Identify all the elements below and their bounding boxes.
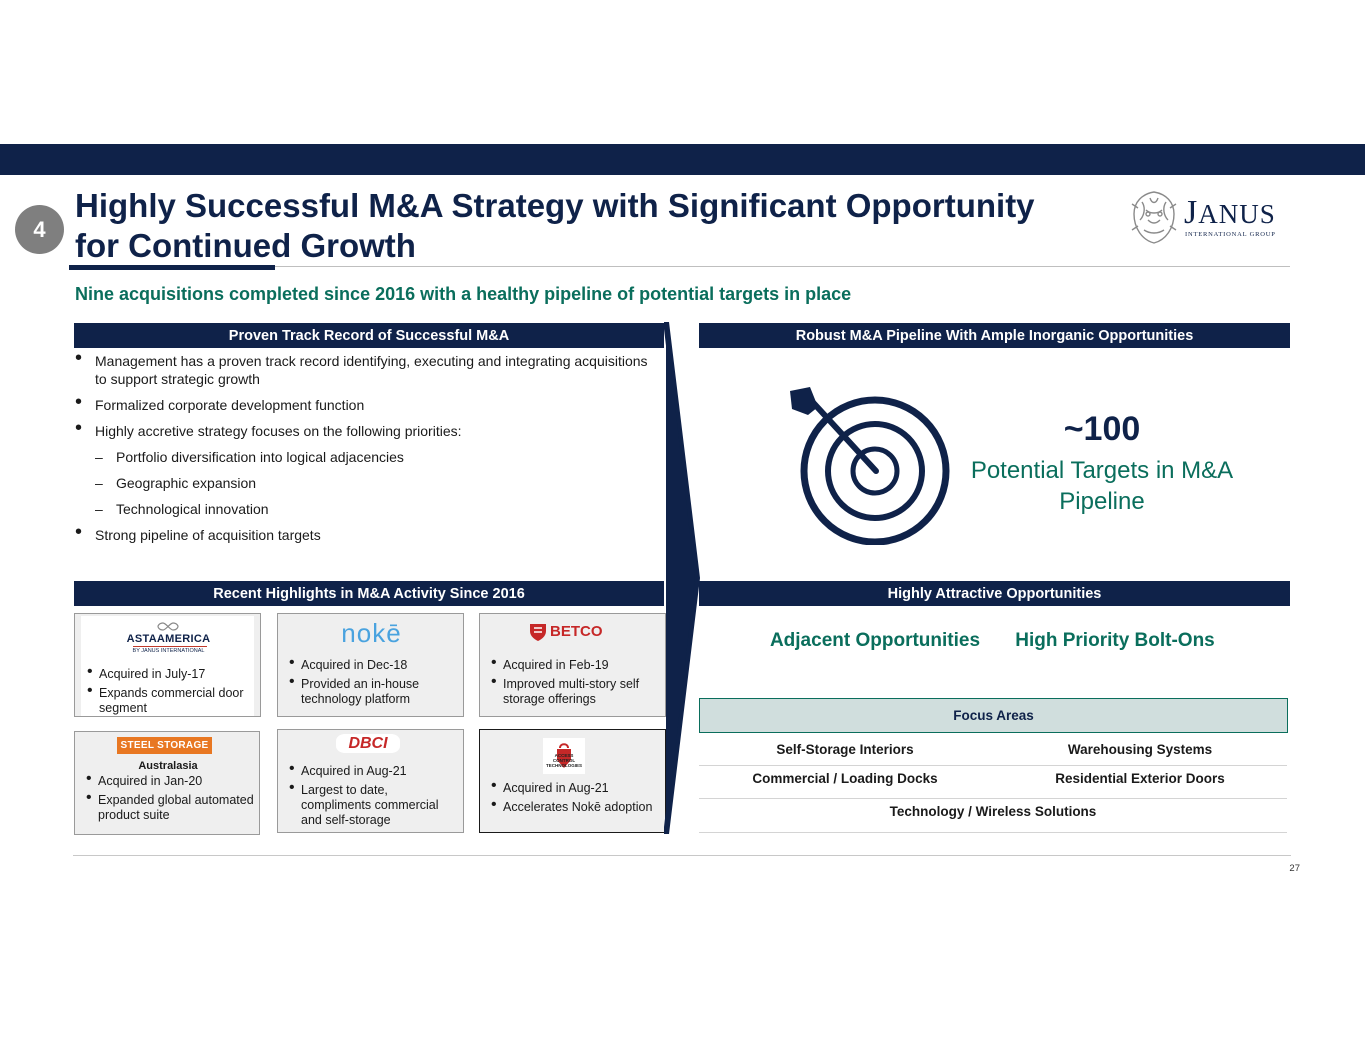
target-icon: [780, 385, 955, 545]
track-record-bullets: [75, 352, 655, 552]
card-point: • Acquired in Jan-20: [86, 774, 256, 789]
pipeline-header: Robust M&A Pipeline With Ample Inorganic Opportunities: [699, 323, 1290, 348]
pipeline-target-label: Potential Targets in M&A Pipeline: [970, 457, 1234, 515]
steel-storage-logo: STEEL STORAGE: [117, 737, 212, 754]
card-points: [289, 658, 459, 711]
card-points: [87, 667, 257, 720]
card-point: • Expanded global automated product suite: [86, 793, 256, 823]
acquisition-card-asta: [74, 613, 261, 717]
page-title: [75, 186, 1095, 266]
card-region-label: Australasia: [138, 760, 198, 772]
bullet-item: • Strong pipeline of acquisition targets: [75, 526, 655, 544]
lion-emblem-icon: [1128, 188, 1180, 246]
recent-highlights-header: Recent Highlights in M&A Activity Since 2016: [74, 581, 664, 606]
focus-areas-header: Focus Areas: [699, 698, 1288, 733]
focus-area-item: Technology / Wireless Solutions: [889, 804, 1097, 819]
betco-shield-icon: [528, 622, 548, 642]
logo-wordmark: [1184, 194, 1276, 232]
card-point: • Expands commercial door segment: [87, 686, 257, 716]
bolt-ons-label: High Priority Bolt-Ons: [1015, 630, 1215, 651]
title-accent-bar: [69, 265, 275, 270]
janus-logo: [1128, 188, 1293, 248]
page-number: 27: [1289, 863, 1300, 874]
asta-logo-rule: [133, 646, 207, 647]
card-point: • Largest to date, compliments commercial and self-storage: [289, 783, 459, 828]
card-points: [491, 781, 661, 819]
focus-area-item: Self-Storage Interiors: [776, 742, 914, 757]
bullet-item: • Highly accretive strategy focuses on the following priorities:: [75, 422, 655, 440]
card-point: • Acquired in Dec-18: [289, 658, 459, 673]
bullet-item: • Formalized corporate development function: [75, 396, 655, 414]
logo-initial: J: [1184, 194, 1199, 231]
top-banner: [0, 144, 1365, 175]
focus-area-item: Residential Exterior Doors: [1055, 771, 1225, 786]
acquisition-card-steel-storage: [74, 731, 260, 835]
betco-logo-text: BETCO: [550, 623, 603, 640]
logo-tagline: INTERNATIONAL GROUP: [1185, 231, 1276, 238]
asta-logo-sub: BY JANUS INTERNATIONAL: [132, 648, 205, 654]
card-points: [86, 774, 256, 827]
focus-area-item: Warehousing Systems: [1067, 742, 1213, 757]
card-point: • Acquired in Feb-19: [491, 658, 661, 673]
card-point: • Acquired in Aug-21: [491, 781, 661, 796]
acquisition-card-dbci: [277, 729, 464, 833]
card-points: [491, 658, 661, 711]
card-points: [289, 764, 459, 832]
card-point: • Accelerates Nokē adoption: [491, 800, 661, 815]
noke-logo-text: nokē: [341, 618, 402, 648]
card-point: • Improved multi-story self storage offerings: [491, 677, 661, 707]
card-point: • Provided an in-house technology platform: [289, 677, 459, 707]
sub-bullet-item: – Portfolio diversification into logical adjacencies: [75, 448, 655, 466]
infinity-icon: [157, 622, 179, 631]
card-point: • Acquired in July-17: [87, 667, 257, 682]
attractive-opportunities-header: Highly Attractive Opportunities: [699, 581, 1290, 606]
focus-row-divider: [699, 798, 1287, 799]
asta-logo-text: ASTAAMERICA: [126, 633, 211, 645]
access-control-logo-text: ACCESS CONTROL TECHNOLOGIES: [545, 753, 582, 768]
page-subtitle: Nine acquisitions completed since 2016 with a healthy pipeline of potential targets in place: [75, 284, 852, 304]
sub-bullet-item: – Technological innovation: [75, 500, 655, 518]
track-record-header: Proven Track Record of Successful M&A: [74, 323, 664, 348]
acquisition-card-noke: [277, 613, 464, 717]
chevron-arrow-icon: [664, 322, 700, 834]
footer-divider: [73, 855, 1291, 856]
focus-row-divider: [699, 765, 1287, 766]
page-title-line-1: Highly Successful M&A Strategy with Significant Opportunity: [75, 187, 1035, 224]
card-point: • Acquired in Aug-21: [289, 764, 459, 779]
access-control-logo: [543, 738, 585, 774]
logo-name-rest: ANUS: [1198, 199, 1276, 229]
focus-area-item: Commercial / Loading Docks: [752, 771, 938, 786]
acquisition-card-access-control: [479, 729, 666, 833]
adjacent-opportunities-label: Adjacent Opportunities: [769, 630, 981, 651]
page-title-line-2: for Continued Growth: [75, 227, 416, 264]
acquisition-card-betco: [479, 613, 666, 717]
pipeline-target-count: ~100: [1063, 410, 1141, 448]
focus-row-divider: [699, 832, 1287, 833]
dbci-logo: DBCI: [336, 734, 400, 753]
bullet-item: • Management has a proven track record identifying, executing and integrating acquisitions to support strategic growth: [75, 352, 655, 388]
section-number-badge: 4: [15, 205, 64, 254]
sub-bullet-item: – Geographic expansion: [75, 474, 655, 492]
